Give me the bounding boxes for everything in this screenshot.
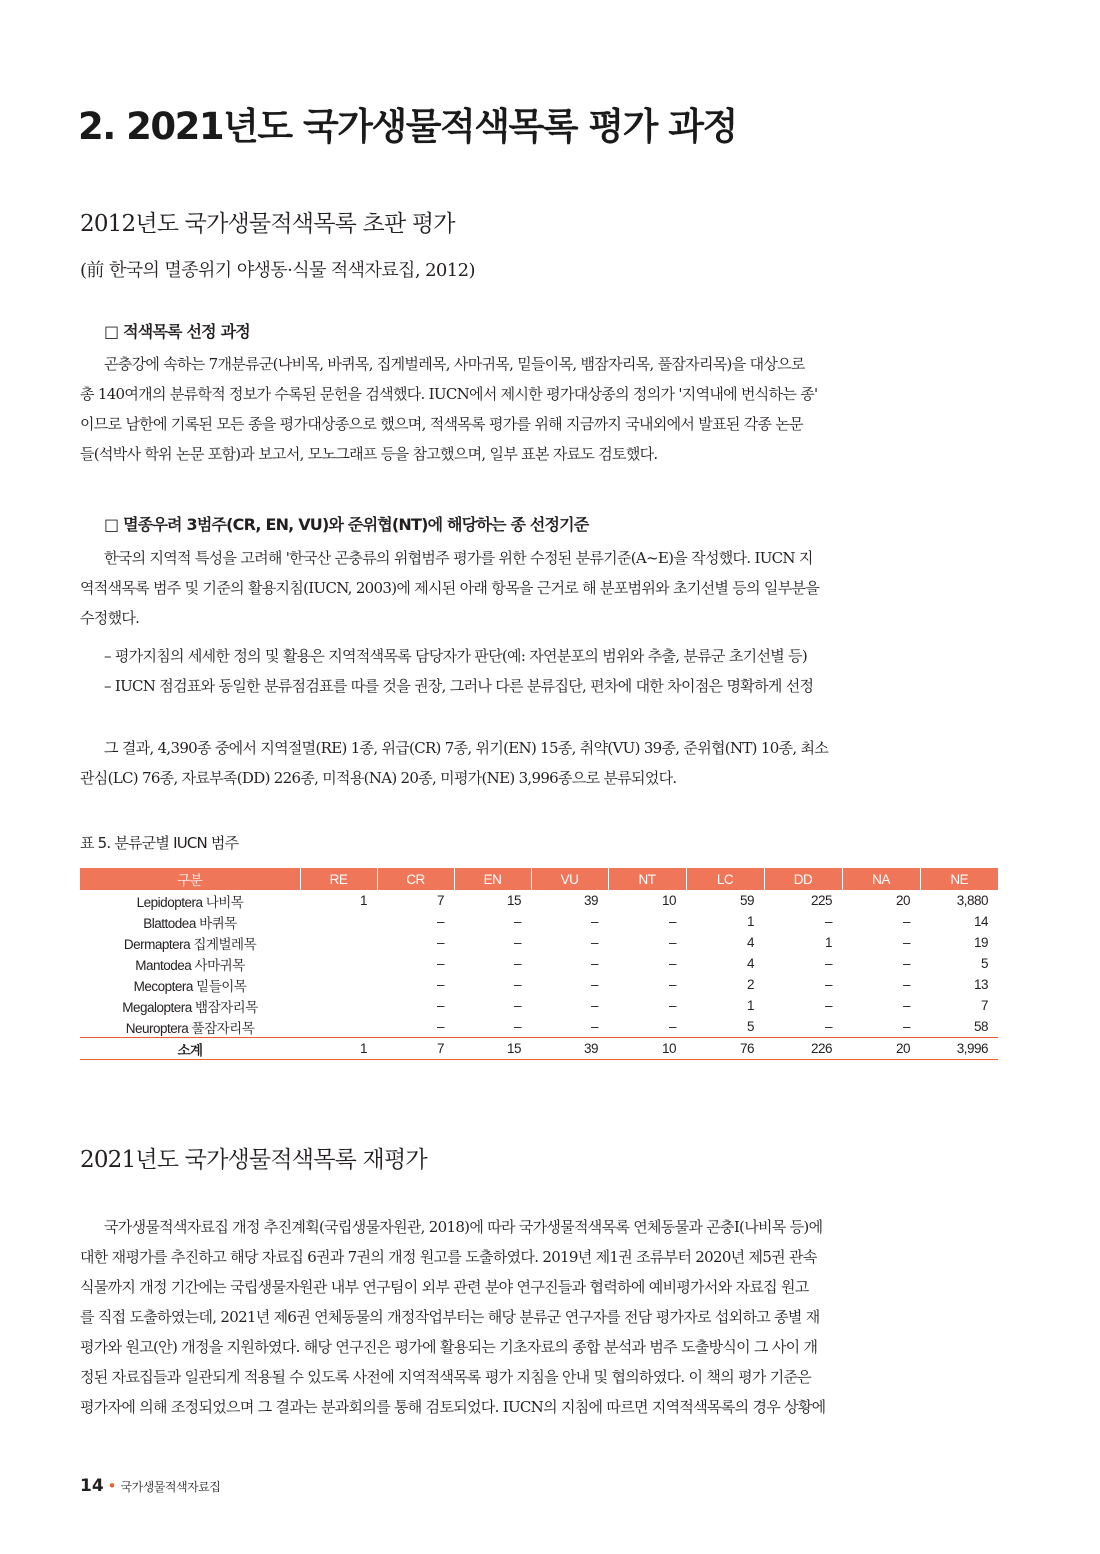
paragraph-selection-criteria [80,543,998,633]
taxon-name-cell: Neuroptera 풀잠자리목 [125,1020,255,1036]
value-cell: – [590,956,598,971]
value-cell: – [513,935,521,950]
value-cell: – [513,1019,521,1034]
paragraph-line: 관심(LC) 76종, 자료부족(DD) 226종, 미적용(NA) 20종, 미평가(NE) 3,996종으로 분류되었다. [80,769,677,787]
value-cell: – [513,998,521,1013]
value-cell: – [902,977,910,992]
value-cell [300,1016,377,1038]
value-cell: 76 [686,1038,764,1060]
value-cell: 5 [746,1019,754,1034]
section-title-2012: 2012년도 국가생물적색목록 초판 평가 [80,211,455,237]
value-cell: 10 [661,893,676,908]
value-cell: – [902,998,910,1013]
value-cell: – [902,1019,910,1034]
paragraph-line: 그 결과, 4,390종 중에서 지역절멸(RE) 1종, 위급(CR) 7종, 위기(EN) 15종, 취약(VU) 39종, 준위협(NT) 10종, 최소 [104,739,829,757]
value-cell: 7 [436,893,444,908]
taxon-name-cell: Lepidoptera 나비목 [136,894,244,910]
header-cell: RE [300,868,377,890]
table-header-row [80,868,998,890]
table-body [80,890,998,1060]
value-cell: 15 [454,1038,531,1060]
value-cell: – [436,1019,444,1034]
value-cell: – [436,956,444,971]
page-title: 2. 2021년도 국가생물적색목록 평가 과정 [78,105,737,148]
taxon-name-cell: Dermaptera 집게벌레목 [123,936,257,952]
value-cell: 39 [583,893,598,908]
value-cell: – [590,914,598,929]
paragraph-line: 국가생물적색자료집 개정 추진계획(국립생물자원관, 2018)에 따라 국가생물적색목록 연체동물과 곤충I(나비목 등)에 [104,1218,823,1236]
value-cell: 4 [746,956,754,971]
bullet-item: – IUCN 점검표와 동일한 분류점검표를 따를 것을 권장, 그러나 다른 분류집단, 편차에 대한 차이점은 명확하게 선정 [104,677,814,695]
value-cell: – [436,977,444,992]
value-cell: – [436,935,444,950]
header-cell: CR [377,868,454,890]
value-cell: 1 [359,893,367,908]
taxon-name-cell: Megaloptera 뱀잠자리목 [122,999,258,1015]
header-cell: NT [608,868,686,890]
value-cell: 15 [506,893,521,908]
paragraph-line: 식물까지 개정 기간에는 국립생물자원관 내부 연구팀이 외부 관련 분야 연구진들과 협력하에 예비평가서와 자료집 원고 [80,1278,809,1296]
value-cell: – [824,956,832,971]
value-cell: 4 [746,935,754,950]
value-cell: 20 [842,1038,920,1060]
value-cell: 59 [739,893,754,908]
header-cell: EN [454,868,531,890]
value-cell: 7 [980,998,988,1013]
value-cell: – [824,1019,832,1034]
header-cell: 구분 [80,868,300,890]
taxon-name-cell: Mecoptera 밑들이목 [133,978,247,994]
value-cell: 19 [973,935,988,950]
value-cell: 10 [608,1038,686,1060]
table-row [80,974,998,995]
value-cell: – [902,914,910,929]
header-cell: NA [842,868,920,890]
value-cell [300,974,377,995]
bullet-separator-icon: • [107,1477,117,1495]
table-row [80,911,998,932]
paragraph-line: 평가자에 의해 조정되었으며 그 결과는 분과회의를 통해 검토되었다. IUCN의 지침에 따르면 지역적색목록의 경우 상황에 [80,1398,826,1416]
value-cell: – [590,1019,598,1034]
value-cell: – [824,977,832,992]
value-cell: 58 [973,1019,988,1034]
value-cell: – [668,998,676,1013]
paragraph-line: 정된 자료집들과 일관되게 적용될 수 있도록 사전에 지역적색목록 평가 지침을 안내 및 협의하였다. 이 책의 평가 기준은 [80,1368,812,1386]
value-cell: – [902,935,910,950]
value-cell: 3,996 [920,1038,998,1060]
value-cell: 1 [746,914,754,929]
paragraph-line: 대한 재평가를 추진하고 해당 자료집 6권과 7권의 개정 원고를 도출하였다. 2019년 제1권 조류부터 2020년 제5권 관속 [80,1248,817,1266]
value-cell: – [436,914,444,929]
value-cell: 1 [824,935,832,950]
paragraph-line: 역적색목록 범주 및 기준의 활용지침(IUCN, 2003)에 제시된 아래 항목을 근거로 해 분포범위와 초기선별 등의 일부분을 [80,579,820,597]
value-cell: 225 [810,893,832,908]
value-cell: – [668,935,676,950]
subheading-selection-criteria: □ 멸종우려 3범주(CR, EN, VU)와 준위협(NT)에 해당하는 종 선정기준 [104,515,589,534]
value-cell: – [824,998,832,1013]
value-cell: – [436,998,444,1013]
paragraph-result [80,733,998,793]
header-cell: NE [920,868,998,890]
paragraph-line: 들(석박사 학위 논문 포함)과 보고서, 모노그래프 등을 참고했으며, 일부 표본 자료도 검토했다. [80,445,658,463]
value-cell: – [668,914,676,929]
value-cell: – [590,998,598,1013]
paragraph-line: 곤충강에 속하는 7개분류군(나비목, 바퀴목, 집게벌레목, 사마귀목, 밑들이목, 뱀잠자리목, 풀잠자리목)을 대상으로 [104,355,805,373]
value-cell: 3,880 [956,893,988,908]
value-cell: – [513,956,521,971]
paragraph-line: 평가와 원고(안) 개정을 지원하였다. 해당 연구진은 평가에 활용되는 기초자료의 종합 분석과 범주 도출방식이 그 사이 개 [80,1338,818,1356]
page-footer [80,1476,220,1496]
value-cell: 1 [746,998,754,1013]
table-row [80,995,998,1016]
value-cell: 7 [377,1038,454,1060]
value-cell: 39 [531,1038,608,1060]
value-cell: 5 [980,956,988,971]
value-cell: – [668,956,676,971]
value-cell: – [590,977,598,992]
value-cell: – [513,914,521,929]
value-cell: 14 [973,914,988,929]
value-cell: – [668,1019,676,1034]
paragraph-line: 한국의 지역적 특성을 고려해 '한국산 곤충류의 위협범주 평가를 위한 수정된 분류기준(A~E)을 작성했다. IUCN 지 [104,549,813,567]
iucn-category-table [80,868,998,1060]
paragraph-reassessment [80,1212,998,1422]
paragraph-line: 를 직접 도출하였는데, 2021년 제6권 연체동물의 개정작업부터는 해당 분류군 연구자를 전담 평가자로 섭외하고 종별 재 [80,1308,820,1326]
value-cell: 1 [300,1038,377,1060]
page-number: 14 [80,1476,104,1496]
value-cell: – [668,977,676,992]
table-total-row [80,1038,998,1060]
table-row [80,953,998,974]
table-caption: 표 5. 분류군별 IUCN 범주 [80,834,239,852]
header-cell: VU [531,868,608,890]
value-cell: – [824,914,832,929]
header-cell: DD [764,868,842,890]
paragraph-line: 이므로 남한에 기록된 모든 종을 평가대상종으로 했으며, 적색목록 평가를 위해 지금까지 국내외에서 발표된 각종 논문 [80,415,803,433]
value-cell [300,932,377,953]
table-row [80,932,998,953]
paragraph-selection-process [80,349,998,469]
taxon-name-cell: 소계 [80,1038,300,1060]
taxon-name-cell: Blattodea 바퀴목 [143,915,237,931]
value-cell: – [902,956,910,971]
value-cell: 20 [895,893,910,908]
header-cell: LC [686,868,764,890]
value-cell [300,953,377,974]
value-cell: – [590,935,598,950]
table-row [80,1016,998,1038]
value-cell [300,995,377,1016]
section-title-2021: 2021년도 국가생물적색목록 재평가 [80,1147,427,1173]
bullet-item: – 평가지침의 세세한 정의 및 활용은 지역적색목록 담당자가 판단(예: 자연분포의 범위와 추출, 분류군 초기선별 등) [104,647,808,665]
footer-book-title: 국가생물적색자료집 [120,1480,221,1494]
taxon-name-cell: Mantodea 사마귀목 [135,957,245,973]
value-cell: 13 [973,977,988,992]
value-cell: 2 [746,977,754,992]
section-subtitle-2012: (前 한국의 멸종위기 야생동·식물 적색자료집, 2012) [80,260,475,281]
value-cell: – [513,977,521,992]
table-row [80,890,998,911]
paragraph-line: 수정했다. [80,609,140,627]
subheading-selection-process: □ 적색목록 선정 과정 [104,322,250,341]
value-cell [300,911,377,932]
paragraph-line: 총 140여개의 분류학적 정보가 수록된 문헌을 검색했다. IUCN에서 제시한 평가대상종의 정의가 '지역내에 번식하는 종' [80,385,818,403]
value-cell: 226 [764,1038,842,1060]
